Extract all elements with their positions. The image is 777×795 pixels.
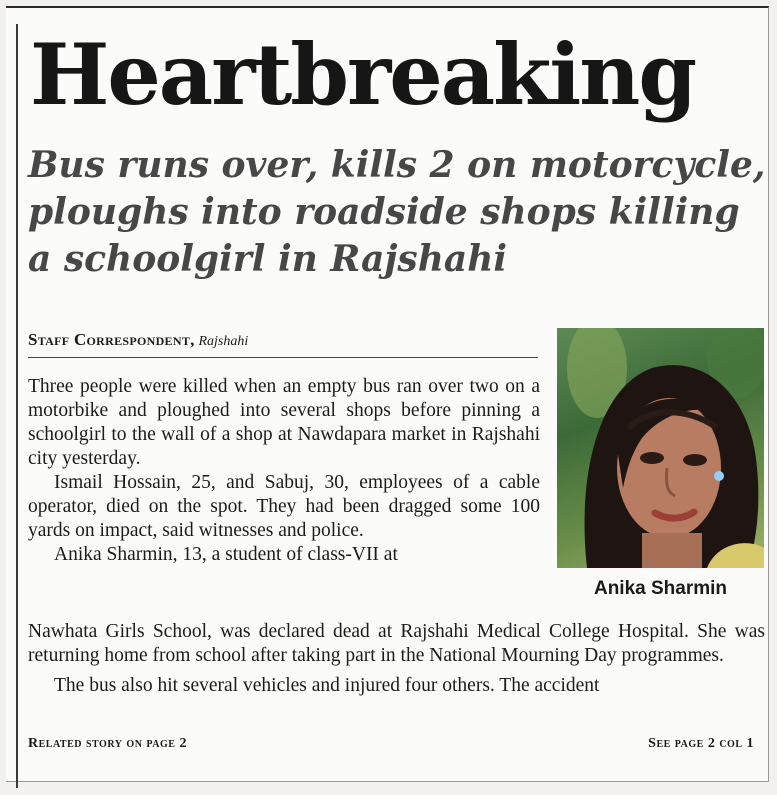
article-paragraph: Anika Sharmin, 13, a student of class-VII at xyxy=(54,544,398,565)
photo-caption: Anika Sharmin xyxy=(593,578,728,599)
article-body-wide xyxy=(28,620,765,698)
byline-author: Staff Correspondent, xyxy=(28,330,195,349)
subheadline-line: a schoolgirl in Rajshahi xyxy=(28,238,508,280)
article-body-narrow xyxy=(28,375,540,567)
portrait-photo xyxy=(557,328,764,568)
article-paragraph: Three people were killed when an empty bus ran over two on a motorbike and ploughed into several shops before pinning a schoolgirl to the wall of a shop at Nawdapara market in Rajshahi city yesterday. xyxy=(28,376,540,469)
newspaper-clipping xyxy=(6,6,769,782)
subheadline-line: Bus runs over, kills 2 on motorcycle, xyxy=(28,144,766,186)
portrait-illustration xyxy=(557,328,764,568)
headline: Heartbreaking xyxy=(30,25,696,124)
article-paragraph: Nawhata Girls School, was declared dead at Rajshahi Medical College Hospital. She was returning home from school after taking part in the National Mourning Day programmes. xyxy=(28,621,765,666)
byline xyxy=(28,330,538,358)
article-paragraph: Ismail Hossain, 25, and Sabuj, 30, employees of a cable operator, died on the spot. They had been dragged some 100 yards on impact, said witnesses and police. xyxy=(28,472,540,541)
continued-on-link[interactable]: See page 2 col 1 xyxy=(648,736,754,751)
article-paragraph: The bus also hit several vehicles and injured four others. The accident xyxy=(54,675,600,696)
byline-place: Rajshahi xyxy=(198,334,249,349)
subheadline-line: ploughs into roadside shops killing xyxy=(28,191,740,233)
left-column-rule xyxy=(16,24,18,788)
subheadline xyxy=(28,142,768,283)
related-story-link[interactable]: Related story on page 2 xyxy=(28,736,187,751)
